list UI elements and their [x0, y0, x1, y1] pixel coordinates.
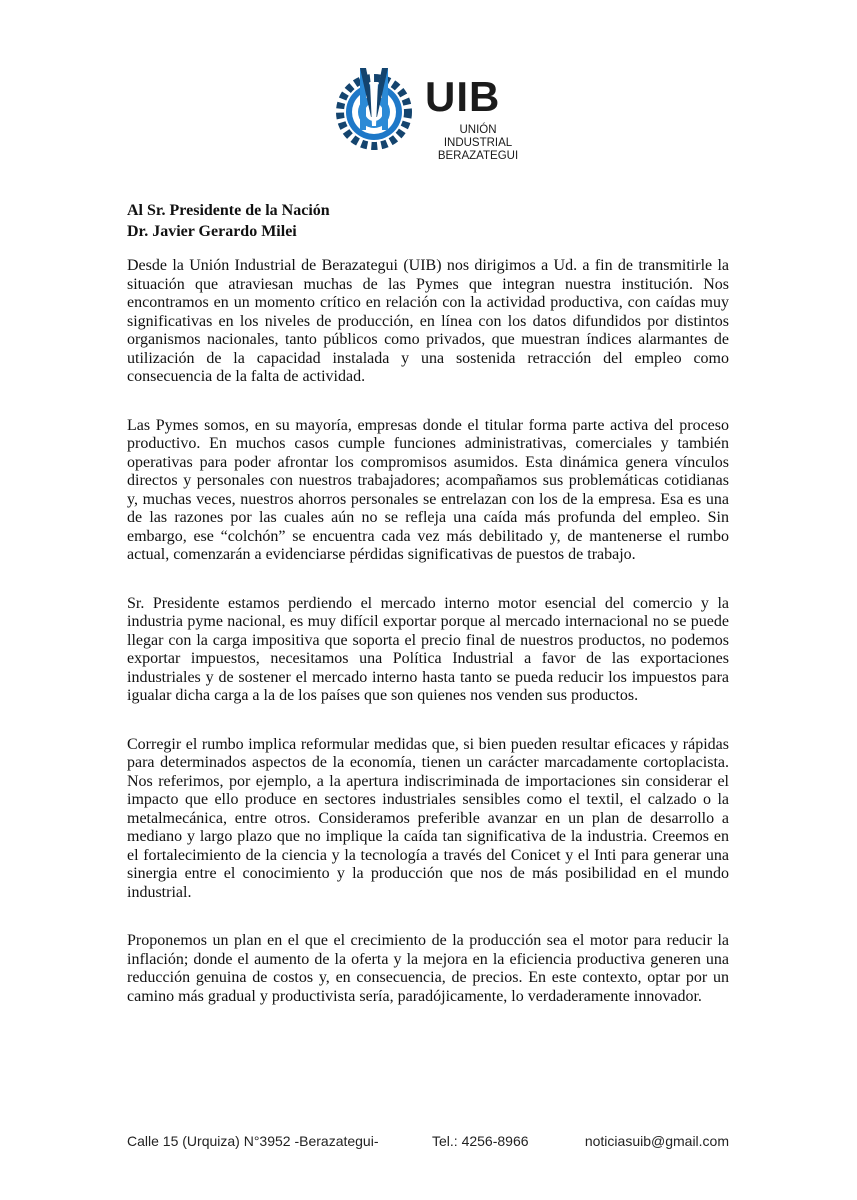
paragraph: Corregir el rumbo implica reformular medidas que, si bien pueden resultar eficaces y rápidas para determinados aspectos de la economía, tienen un carácter marcadamente cortoplacista. Nos referimos, por ejemplo, a la apertura indiscriminada de importaciones sin considerar el impacto que ello produce en sectores industriales sensibles como el textil, el calzado o la metalmecánica, entre otros. Consideramos preferible avanzar en un plan de desarrollo a mediano y largo plazo que no implique la caída tan significativa de la industria. Creemos en el fortalecimiento de la ciencia y la tecnología a través del Conicet y el Inti para generar una sinergia entre el conocimiento y la producción que nos de más posibilidad en el mundo industrial.	[127, 735, 729, 901]
footer-address: Calle 15 (Urquiza) N°3952 -Berazategui-	[127, 1133, 379, 1149]
logo-title: UIB	[425, 73, 501, 120]
paragraph: Las Pymes somos, en su mayoría, empresas donde el titular forma parte activa del proceso productivo. En muchos casos cumple funciones administrativas, comerciales y también operativas para poder afrontar los compromisos asumidos. Esta dinámica genera vínculos directos y personales con nuestros trabajadores; acompañamos sus problemáticas cotidianas y, muchas veces, nuestros ahorros personales se entrelazan con los de la empresa. Esa es una de las razones por las cuales aún no se refleja una caída más profunda del empleo. Sin embargo, ese “colchón” se encuentra cada vez más debilitado y, de mantenerse el rumbo actual, comenzarán a evidenciarse pérdidas significativas de puestos de trabajo.	[127, 416, 729, 563]
footer-email: noticiasuib@gmail.com	[584, 1133, 729, 1149]
paragraph: Sr. Presidente estamos perdiendo el mercado interno motor esencial del comercio y la industria pyme nacional, es muy difícil exportar porque al mercado internacional no se puede llegar con la carga impositiva que soporta el precio final de nuestros productos, no podemos exportar impuestos, necesitamos una Política Industrial a favor de las exportaciones industriales y de sostener el mercado interno hasta tanto se pueda reducir los impuestos para igualar dicha carga a la de los países que son quienes nos venden sus productos.	[127, 594, 729, 704]
logo-subtitle	[426, 124, 530, 163]
paragraph: Desde la Unión Industrial de Berazategui (UIB) nos dirigimos a Ud. a fin de transmitirle la situación que atraviesan muchas de las Pymes que integran nuestra institución. Nos encontramos en un momento crítico en relación con la actividad productiva, con caídas muy significativas en los niveles de producción, en línea con los datos difundidos por distintos organismos nacionales, tanto públicos como privados, que muestran índices alarmantes de utilización de la capacidad instalada y una sostenida retracción del empleo como consecuencia de la falta de actividad.	[127, 257, 729, 385]
addressee-line1: Al Sr. Presidente de la Nación	[127, 202, 330, 219]
paragraph: Proponemos un plan en el que el crecimiento de la producción sea el motor para reducir la inflación; donde el aumento de la oferta y la mejora en la eficiencia productiva generen una reducción genuina de costos y, en consecuencia, de precios. En este contexto, optar por un camino más gradual y productivista sería, paradójicamente, lo verdaderamente innovador.	[127, 932, 729, 1005]
addressee-line2: Dr. Javier Gerardo Milei	[127, 223, 297, 240]
uib-logo	[330, 64, 530, 162]
logo-subtitle-line1: UNIÓN INDUSTRIAL	[443, 124, 513, 149]
addressee	[127, 200, 330, 242]
uib-gear-logo-icon	[330, 64, 422, 154]
letter-body	[127, 257, 729, 1036]
logo-subtitle-line2: BERAZATEGUI	[437, 150, 519, 162]
footer-phone: Tel.: 4256-8966	[432, 1133, 529, 1149]
